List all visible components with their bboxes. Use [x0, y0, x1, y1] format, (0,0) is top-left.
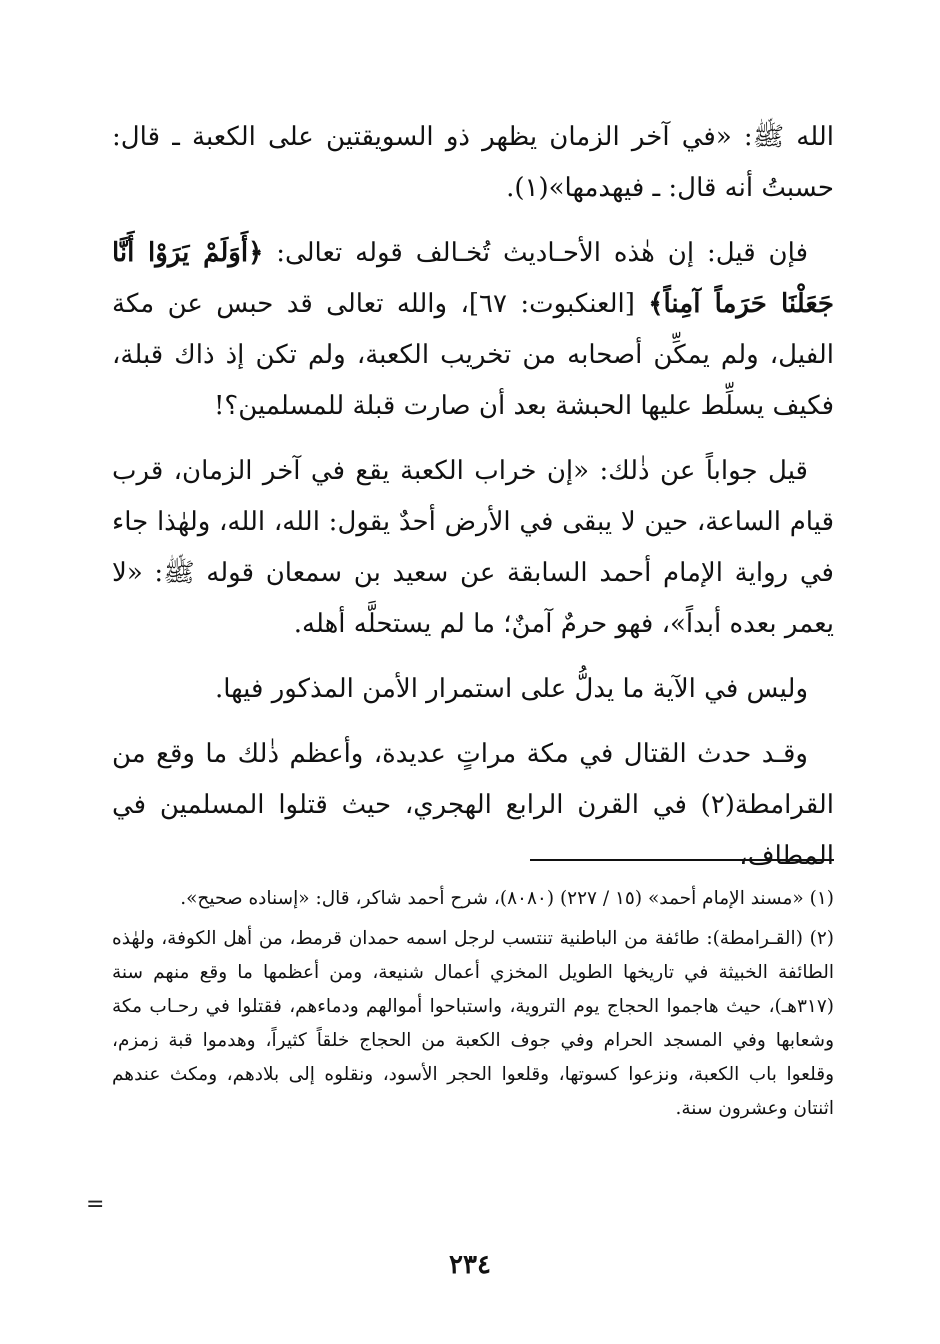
footnote-2: (٢) (القـرامطة): طائفة من الباطنية تنتسب لرجل اسمه حمدان قرمط، من أهل الكوفة، ولهٰذه الطائفة الخبيثة في تاريخها الطويل المخزي أعمال شنيعة، ومن أعظمها ما وقع منهم سنة (٣١٧هـ)، حيث هاجموا الحجاج يوم التروية، واستباحوا أموالهم ودماءهم، فقتلوا في رحـاب مكة وشعابها وفي المسجد الحرام وفي جوف الكعبة من الحجاج خلقاً كثيراً، وهدموا قبة زمزم، وقلعوا باب الكعبة، ونزعوا كسوتها، وقلعوا الحجر الأسود، ونقلوه إلى بلادهم، ومكث عندهم اثنتان وعشرون سنة.: [112, 928, 834, 1119]
footnote-divider: [530, 859, 834, 861]
paragraph-5: وقـد حدث القتال في مكة مراتٍ عديدة، وأعظم ذٰلك ما وقع من القرامطة(٢) في القرن الرابع الهجري، حيث قتلوا المسلمين في المطاف،: [112, 739, 834, 871]
paragraph-2-end: [العنكبوت: ٦٧]، والله تعالى قد حبس عن مكة الفيل، ولم يمكِّن أصحابه من تخريب الكعبة، ولم تكن إذ ذاك قبلة، فكيف يسلِّط عليها الحبشة بعد أن صارت قبلة للمسلمين؟!: [112, 289, 834, 421]
paragraph-2: [112, 228, 834, 432]
main-text: [112, 112, 834, 896]
footnotes: [112, 882, 834, 1132]
paragraph-1: الله ﷺ: «في آخر الزمان يظهر ذو السويقتين على الكعبة ـ قال: حسبتُ أنه قال: ـ فيهدمها»(١).: [112, 122, 834, 203]
continuation-mark: =: [86, 1192, 105, 1217]
footnote-1: (١) «مسند الإمام أحمد» (١٥ / ٢٢٧) (٨٠٨٠)، شرح أحمد شاكر، قال: «إسناده صحيح».: [180, 888, 834, 909]
paragraph-3: قيل جواباً عن ذٰلك: «إن خراب الكعبة يقع في آخر الزمان، قرب قيام الساعة، حين لا يبقى في الأرض أحدٌ يقول: الله، الله، ولهٰذا جاء في رواية الإمام أحمد السابقة عن سعيد بن سمعان قوله ﷺ: «لا يعمر بعده أبداً»، فهو حرمٌ آمنٌ؛ ما لم يستحلَّه أهله.: [112, 456, 834, 639]
quran-verse: ﴿أَوَلَمْ يَرَوْا أَنَّا جَعَلْنَا حَرَماً آمِناً﴾: [112, 238, 835, 319]
page-number: ٢٣٤: [449, 1250, 491, 1280]
paragraph-2-start: فإن قيل: إن هٰذه الأحـاديث تُخـالف قوله تعالى:: [263, 238, 809, 268]
paragraph-4: وليس في الآية ما يدلُّ على استمرار الأمن المذكور فيها.: [214, 674, 808, 704]
